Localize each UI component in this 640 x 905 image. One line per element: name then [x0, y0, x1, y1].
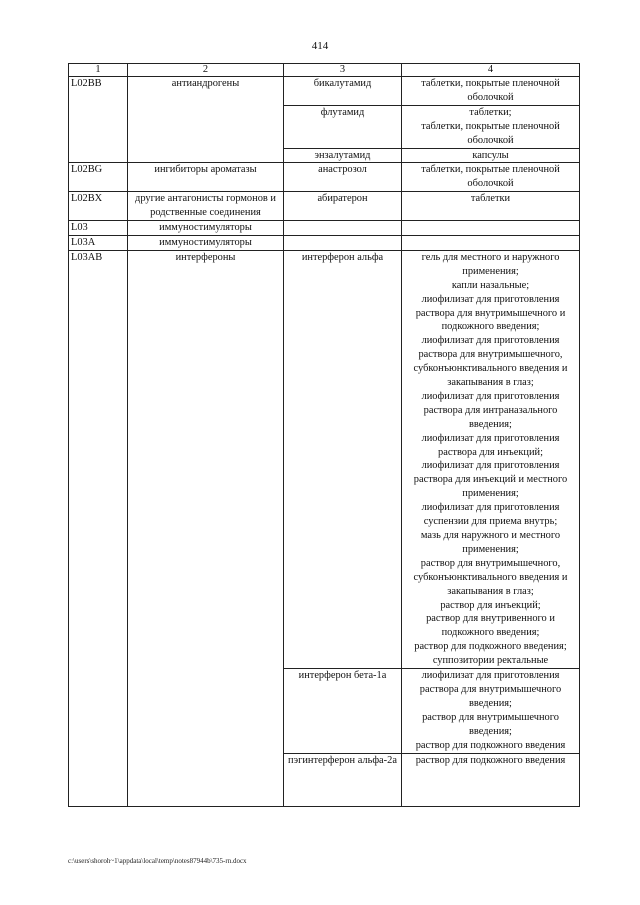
column-header: 1 — [69, 64, 128, 77]
dosage-form-line: раствор для внутривенного и подкожного введения; — [426, 613, 555, 639]
atc-code-cell: L03AB — [69, 250, 128, 806]
footer-file-path: c:\users\shoroh~1\appdata\local\temp\notes87944b\735-rn.docx — [68, 857, 247, 865]
dosage-form-line: раствор для внутримышечного, субконъюнктивального введения и закапывания в глаз; — [413, 557, 568, 597]
drug-name-cell: пэгинтерферон альфа-2a — [284, 753, 402, 806]
dosage-form-line: лиофилизат для приготовления раствора для интраназального введения; — [421, 390, 560, 430]
page-number: 414 — [311, 40, 329, 52]
dosage-form-line: лиофилизат для приготовления раствора для внутримышечного и подкожного введения; — [415, 293, 566, 333]
drug-table — [68, 63, 580, 807]
dosage-form-cell — [402, 250, 580, 668]
dosage-form-cell: таблетки, покрытые пленочной оболочкой — [402, 77, 580, 106]
drug-name-cell: анастрозол — [284, 163, 402, 192]
dosage-form-line: раствор для инъекций; — [440, 599, 541, 611]
atc-code-cell: L02BX — [69, 192, 128, 221]
dosage-form-line: лиофилизат для приготовления раствора для инъекций и местного применения; — [413, 460, 568, 500]
table-row — [69, 221, 580, 236]
table-row — [69, 163, 580, 192]
group-name-cell: интерфероны — [128, 250, 284, 806]
group-name-cell: другие антагонисты гормонов и родственные соединения — [128, 192, 284, 221]
dosage-form-line: таблетки; — [469, 106, 512, 118]
group-name-cell: иммуностимуляторы — [128, 235, 284, 250]
atc-code-cell: L02BB — [69, 77, 128, 163]
dosage-form-line: раствор для внутримышечного введения; — [422, 711, 559, 737]
table-row — [69, 192, 580, 221]
dosage-form-line: раствор для подкожного введения; — [414, 641, 567, 653]
atc-code-cell: L02BG — [69, 163, 128, 192]
dosage-form-line: раствор для подкожного введения — [415, 739, 566, 751]
dosage-form-cell — [402, 235, 580, 250]
drug-name-cell: бикалутамид — [284, 77, 402, 106]
dosage-form-line: лиофилизат для приготовления раствора для внутримышечного, субконъюнктивального введения и закапывания в глаз; — [413, 335, 568, 389]
dosage-form-cell — [402, 669, 580, 753]
column-header: 2 — [128, 64, 284, 77]
column-header: 3 — [284, 64, 402, 77]
drug-name-cell: флутамид — [284, 105, 402, 148]
dosage-form-line: таблетки, покрытые пленочной оболочкой — [421, 120, 560, 146]
dosage-form-line: гель для местного и наружного применения; — [421, 251, 560, 277]
column-header: 4 — [402, 64, 580, 77]
table-row — [69, 235, 580, 250]
dosage-form-cell: таблетки, покрытые пленочной оболочкой — [402, 163, 580, 192]
drug-name-cell — [284, 235, 402, 250]
dosage-form-cell — [402, 221, 580, 236]
drug-name-cell: интерферон бета-1a — [284, 669, 402, 753]
dosage-form-line: капли назальные; — [451, 279, 530, 291]
dosage-form-cell: раствор для подкожного введения — [402, 753, 580, 806]
atc-code-cell: L03 — [69, 221, 128, 236]
group-name-cell: ингибиторы ароматазы — [128, 163, 284, 192]
group-name-cell: антиандрогены — [128, 77, 284, 163]
table-header-row — [69, 64, 580, 77]
table-row — [69, 250, 580, 668]
dosage-form-line: лиофилизат для приготовления суспензии для приема внутрь; — [421, 502, 560, 528]
dosage-form-line: суппозитории ректальные — [432, 655, 549, 667]
dosage-form-cell: капсулы — [402, 148, 580, 163]
drug-name-cell: абиратерон — [284, 192, 402, 221]
dosage-form-cell — [402, 105, 580, 148]
table-row — [69, 77, 580, 106]
dosage-form-line: лиофилизат для приготовления раствора для внутримышечного введения; — [419, 670, 562, 709]
drug-name-cell — [284, 221, 402, 236]
dosage-form-line: мазь для наружного и местного применения; — [420, 530, 561, 555]
drug-name-cell: энзалутамид — [284, 148, 402, 163]
dosage-form-line: лиофилизат для приготовления раствора для инъекций; — [421, 432, 560, 458]
drug-name-cell: интерферон альфа — [284, 250, 402, 668]
group-name-cell: иммуностимуляторы — [128, 221, 284, 236]
dosage-form-cell: таблетки — [402, 192, 580, 221]
atc-code-cell: L03A — [69, 235, 128, 250]
